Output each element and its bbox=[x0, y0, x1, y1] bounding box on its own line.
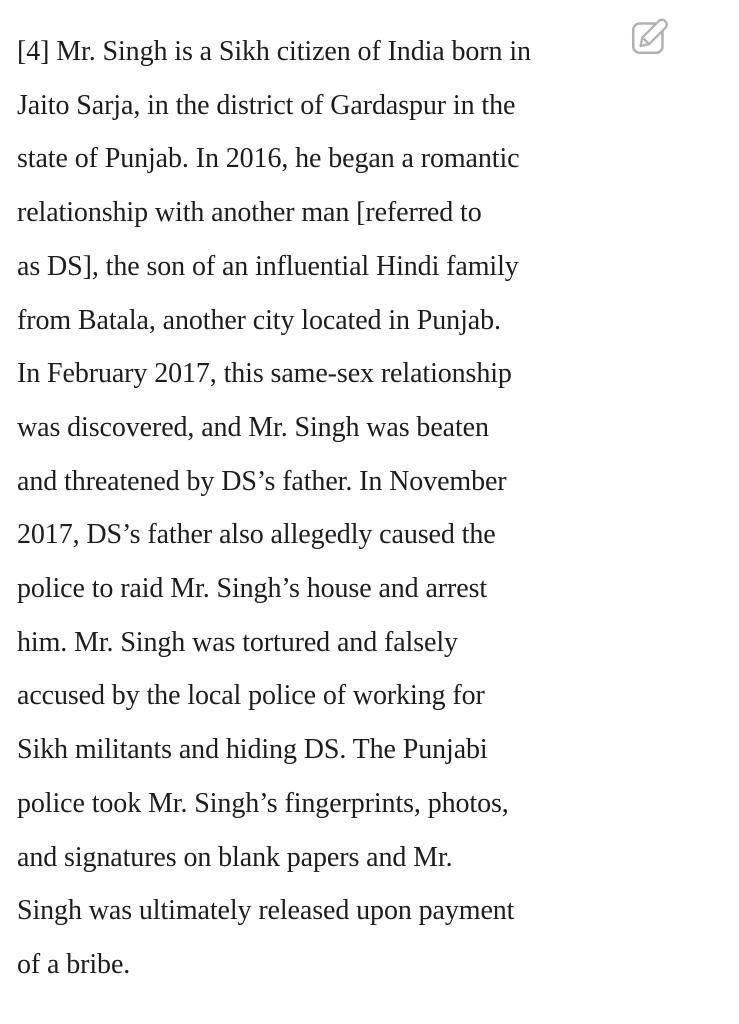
text-line: state of Punjab. In 2016, he began a romantic bbox=[17, 143, 520, 175]
text-line: police to raid Mr. Singh’s house and arrest bbox=[17, 573, 488, 605]
document-paragraph bbox=[17, 25, 729, 992]
text-line: In February 2017, this same-sex relationship bbox=[17, 358, 512, 390]
edit-icon bbox=[628, 12, 674, 58]
text-line: 2017, DS’s father also allegedly caused the bbox=[17, 519, 496, 551]
text-line: police took Mr. Singh’s fingerprints, photos, bbox=[17, 787, 509, 819]
text-line: from Batala, another city located in Punjab. bbox=[17, 304, 501, 336]
text-line: relationship with another man [referred to bbox=[17, 197, 482, 229]
text-line: as DS], the son of an influential Hindi family bbox=[17, 250, 519, 282]
text-line: him. Mr. Singh was tortured and falsely bbox=[17, 626, 458, 658]
text-line: Sikh militants and hiding DS. The Punjabi bbox=[17, 734, 488, 766]
text-line: was discovered, and Mr. Singh was beaten bbox=[17, 411, 489, 443]
text-line: Singh was ultimately released upon payment bbox=[17, 895, 515, 927]
text-line: of a bribe. bbox=[17, 948, 131, 980]
text-line: Jaito Sarja, in the district of Gardaspur in the bbox=[17, 89, 516, 121]
text-line: accused by the local police of working for bbox=[17, 680, 485, 712]
text-line: and signatures on blank papers and Mr. bbox=[17, 841, 453, 873]
edit-button[interactable] bbox=[628, 12, 674, 58]
text-line: [4] Mr. Singh is a Sikh citizen of India born in bbox=[17, 36, 531, 67]
text-line: and threatened by DS’s father. In November bbox=[17, 465, 507, 497]
